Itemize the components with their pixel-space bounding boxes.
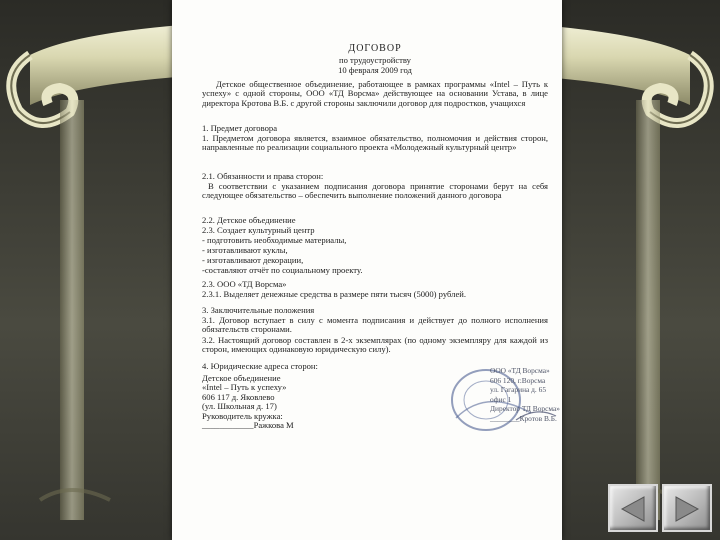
previous-slide-button[interactable] — [608, 484, 658, 532]
right-party-line: офис 1 — [490, 394, 512, 404]
section-2-3-1-body: 2.3.1. Выделяет денежные средства в размере пяти тысяч (5000) рублей. — [202, 289, 467, 299]
section-2-body: В соответствии с указанием подписания договора принятие сторонами берут на себя следующее обязательство – обеспечить выполнение положений данного договора — [202, 181, 548, 201]
left-party-line: Руководитель кружка: — [202, 410, 283, 421]
section-3-title: 3. Заключительные положения — [202, 305, 315, 315]
left-party-line: 606 117 д. Яковлево — [202, 391, 275, 402]
left-party-line: ____________Ражкова М — [202, 420, 294, 431]
triangle-left-icon — [618, 494, 648, 524]
section-1-title: 1. Предмет договора — [202, 123, 278, 133]
duty-list-item: -составляют отчёт по социальному проекту. — [202, 265, 363, 275]
duty-list-item: - изготавливают куклы, — [202, 245, 288, 255]
right-party-line: ул. Гагарина д. 65 — [490, 385, 547, 395]
document-title: ДОГОВОР — [348, 43, 402, 54]
left-party-line: «Intel – Путь к успеху» — [202, 382, 287, 393]
section-1-body: 1. Предметом договора является, взаимное обязательство, полномочия и действия сторон, направленные по реализации социального проекта «Молодежный культурный центр» — [202, 133, 548, 153]
left-party-line: (ул. Школьная д. 17) — [202, 401, 277, 412]
right-party-line: ________Кротов В.Б. — [490, 413, 557, 423]
triangle-right-icon — [672, 494, 702, 524]
section-3-1-body: 3.1. Договор вступает в силу с момента подписания и действует до полного исполнения обязательств сторонами. — [202, 315, 548, 335]
right-party-line: ООО «ТД Ворсма» — [490, 366, 550, 375]
document-date: 10 февраля 2009 год — [338, 65, 412, 75]
right-party-address — [490, 366, 560, 424]
left-party-address — [202, 374, 352, 430]
section-2-3-company-title: 2.3. ООО «ТД Ворсма» — [202, 279, 287, 289]
right-party-line: 606 120, г.Ворсма — [490, 375, 546, 385]
section-2-2-title: 2.2. Детское объединение — [202, 215, 296, 225]
intro-paragraph: Детское общественное объединение, работающее в рамках программы «Intel – Путь к успеху» с одной стороны, ООО «ТД Ворсма» действующее на основании Устава, в лице директора Кротова В.Б. с другой стороны заключили договор для подростков, учащихся — [202, 79, 548, 108]
section-4-title: 4. Юридические адреса сторон: — [202, 361, 318, 371]
duty-list-item: - изготавливают декорации, — [202, 255, 304, 265]
section-2-3-title: 2.3. Создает культурный центр — [202, 225, 315, 235]
left-party-line: Детское объединение — [202, 373, 281, 383]
section-3-2-body: 3.2. Настоящий договор составлен в 2-х экземплярах (по одному экземпляру для каждой из сторон, имеющих одинаковую юридическую силу). — [202, 335, 548, 355]
section-2-title: 2.1. Обязанности и права сторон: — [202, 171, 324, 181]
contract-document — [172, 0, 562, 540]
document-subtitle: по трудоустройству — [339, 55, 411, 65]
right-party-line: Директор ТД Ворсма» — [490, 404, 560, 414]
duty-list-item: - подготовить необходимые материалы, — [202, 235, 347, 245]
next-slide-button[interactable] — [662, 484, 712, 532]
